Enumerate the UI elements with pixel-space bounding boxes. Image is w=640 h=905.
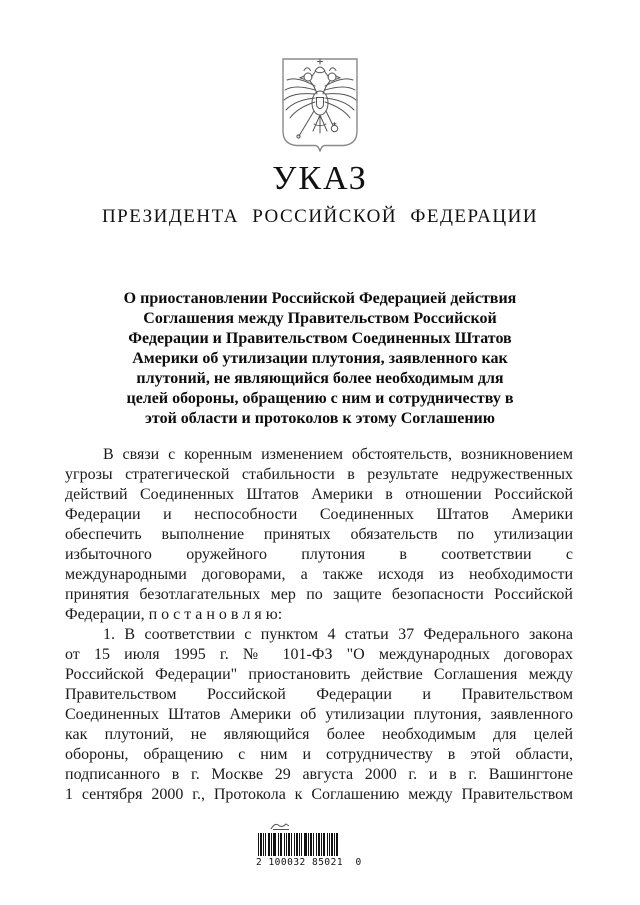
body-text-line: обеспечить выполнение принятых обязательств по утилизации [65,526,573,543]
decree-title-line: О приостановлении Российской Федерацией действия [123,290,517,307]
body-text-line: избыточного оружейного плутония в соответствии с [65,546,573,563]
body-text-line: 1 сентября 2000 г., Протокола к Соглашению между Правительством [65,786,573,803]
body-text-line: Российской Федерации" приостановить действие Соглашения между [65,666,573,683]
barcode-block [256,820,366,868]
coat-of-arms-icon [277,56,363,156]
body-text-line: Правительством Российской Федерации и Правительством [65,686,573,703]
body-text-line: обороны, обращению с ним и сотрудничеству в этой области, [65,746,573,763]
barcode-digits: 2 100032 85021 0 [256,857,362,868]
body-text-line: 1. В соответствии с пунктом 4 статьи 37 Федерального закона [103,626,573,643]
decree-title-line: Федерации и Правительством Соединенных Штатов [128,330,512,347]
barcode-bars [258,833,339,856]
decree-title [80,289,560,429]
document-body [65,445,573,805]
body-text-line: международными договорами, а также исходя из необходимости [65,566,573,583]
decree-title-line: Соглашения между Правительством Российской [143,310,497,327]
body-text-line: подписанного в г. Москве 29 августа 2000 г. и в г. Вашингтоне [65,766,573,783]
body-paragraph [65,445,573,625]
body-paragraph [65,625,573,805]
body-text-line: принятия безотлагательных мер по защите безопасности Российской [65,586,573,603]
body-text-line: как плутоний, не являющийся более необходимым для целей [65,726,573,743]
body-text-line: действий Соединенных Штатов Америки в отношении Российской [65,486,573,503]
decree-title-line: целей обороны, обращению с ним и сотрудничеству в [126,390,514,407]
document-issuer-subtitle: ПРЕЗИДЕНТА РОССИЙСКОЙ ФЕДЕРАЦИИ [101,206,539,227]
body-text-line: Соединенных Штатов Америки об утилизации плутония, заявленного [65,706,573,723]
body-text-line: В связи с коренным изменением обстоятельств, возникновением [103,446,573,463]
decree-title-line: Америки об утилизации плутония, заявленного как [132,350,508,367]
body-text-line: от 15 июля 1995 г. № 101-ФЗ "О международных договорах [65,646,573,663]
body-text-line: Федерации, п о с т а н о в л я ю: [65,606,283,623]
decree-title-line: этой области и протоколов к этому Соглашению [145,410,495,427]
body-text-line: Федерации и неспособности Соединенных Штатов Америки [65,506,573,523]
body-text-line: угрозы стратегической стабильности в результате недружественных [65,466,573,483]
print-registration-mark-icon [268,820,294,833]
decree-title-line: плутоний, не являющийся более необходимым для [136,370,504,387]
barcode-gap [338,833,339,856]
document-type-title: УКАЗ [272,160,368,197]
